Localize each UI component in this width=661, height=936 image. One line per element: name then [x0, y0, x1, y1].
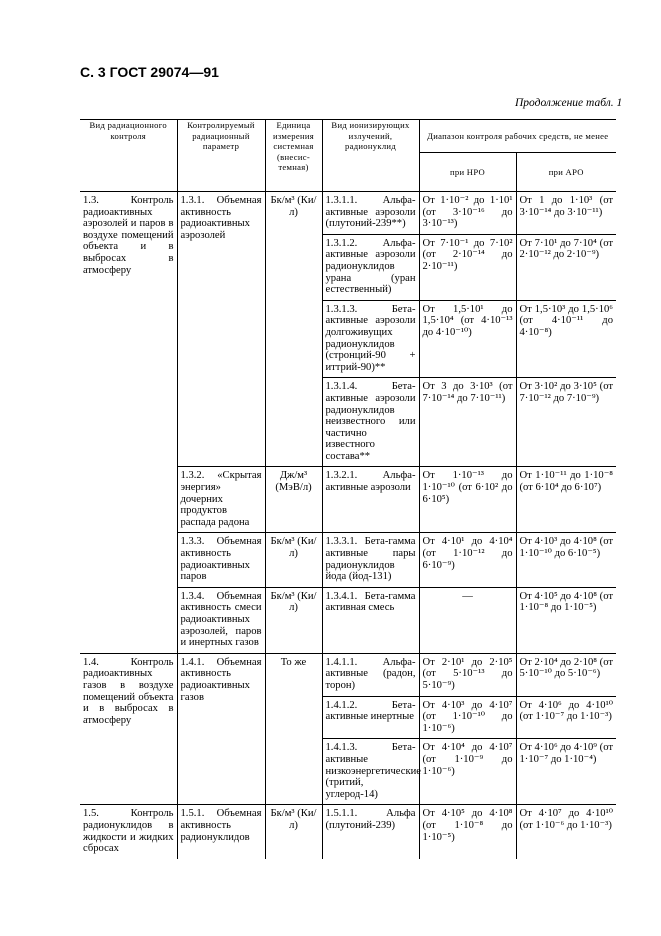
nro-range-cell: От 1,5·10¹ до 1,5·10⁴ (от 4·10⁻¹³ до 4·10⁻¹⁰): [419, 300, 516, 378]
radiation-cell: 1.3.1.1. Альфа-активные аэрозоли (плутоний-239**): [322, 192, 419, 235]
col-header-aro: при АРО: [516, 153, 616, 192]
radiation-cell: 1.3.1.4. Бета-активные аэрозоли радионуклидов неизвестного или частично известного состава**: [322, 378, 419, 467]
parameter-cell: 1.5.1. Объемная активность радионуклидов: [177, 805, 265, 859]
control-type-cell: 1.4. Контроль радиоактивных газов в воздухе помещений объекта и в выбросах в атмосферу: [80, 653, 177, 805]
aro-range-cell: От 4·10⁶ до 4·10¹⁰ (от 1·10⁻⁷ до 1·10⁻³): [516, 696, 616, 739]
radiation-cell: 1.5.1.1. Альфа (плутоний-239): [322, 805, 419, 859]
aro-range-cell: От 4·10⁶ до 4·10⁹ (от 1·10⁻⁷ до 1·10⁻⁴): [516, 739, 616, 805]
radiation-cell: 1.3.2.1. Альфа-активные аэрозоли: [322, 467, 419, 533]
nro-range-cell: От 4·10⁴ до 4·10⁷ (от 1·10⁻⁹ до 1·10⁻⁶): [419, 739, 516, 805]
radiation-cell: 1.3.3.1. Бета-гамма активные пары радионуклидов йода (йод-131): [322, 533, 419, 587]
page-header: С. 3 ГОСТ 29074—91: [80, 64, 219, 80]
parameter-cell: 1.3.4. Объемная активность смеси радиоактивных аэрозолей, паров и инертных газов: [177, 587, 265, 653]
nro-range-cell: От 2·10¹ до 2·10⁵ (от 5·10⁻¹³ до 5·10⁻⁹): [419, 653, 516, 696]
aro-range-cell: От 2·10⁴ до 2·10⁸ (от 5·10⁻¹⁰ до 5·10⁻⁶): [516, 653, 616, 696]
aro-range-cell: От 4·10⁷ до 4·10¹⁰ (от 1·10⁻⁶ до 1·10⁻³): [516, 805, 616, 859]
nro-range-cell: От 1·10⁻¹³ до 1·10⁻¹⁰ (от 6·10² до 6·10⁵): [419, 467, 516, 533]
table-continuation-label: Продолжение табл. 1: [515, 97, 623, 109]
col-header-type: Вид радиационного контроля: [80, 120, 177, 192]
col-header-range: Диапазон контроля рабочих средств, не менее: [419, 120, 616, 153]
nro-range-cell: От 3 до 3·10³ (от 7·10⁻¹⁴ до 7·10⁻¹¹): [419, 378, 516, 467]
radiation-cell: 1.3.1.2. Альфа-активные аэрозоли радионуклидов урана (уран естественный): [322, 234, 419, 300]
radiation-cell: 1.3.4.1. Бета-гамма активная смесь: [322, 587, 419, 653]
parameter-cell: 1.3.3. Объемная активность радиоактивных паров: [177, 533, 265, 587]
control-type-cell: 1.5. Контроль радионуклидов в жидкости и жидких сбросах: [83, 808, 174, 855]
unit-cell: Бк/м³ (Ки/л): [265, 533, 322, 587]
nro-range-cell: —: [419, 587, 516, 653]
parameter-cell: 1.3.1. Объемная активность радиоактивных аэрозолей: [177, 192, 265, 467]
col-header-radiation: Вид ионизирующих излучений, радионуклид: [322, 120, 419, 192]
nro-range-cell: От 4·10³ до 4·10⁷ (от 1·10⁻¹⁰ до 1·10⁻⁶): [419, 696, 516, 739]
aro-range-cell: От 3·10² до 3·10⁵ (от 7·10⁻¹² до 7·10⁻⁹): [516, 378, 616, 467]
radiation-cell: 1.4.1.3. Бета-активные низкоэнергетические (тритий, углерод-14): [322, 739, 419, 805]
aro-range-cell: От 7·10¹ до 7·10⁴ (от 2·10⁻¹² до 2·10⁻⁹): [516, 234, 616, 300]
aro-range-cell: От 4·10⁵ до 4·10⁸ (от 1·10⁻⁸ до 1·10⁻⁵): [516, 587, 616, 653]
col-header-param: Контролируемый радиационный параметр: [177, 120, 265, 192]
parameter-cell: 1.3.2. «Скрытая энергия» дочерних продуктов распада радона: [177, 467, 265, 533]
unit-cell: Бк/м³ (Ки/л): [265, 805, 322, 859]
aro-range-cell: От 1,5·10³ до 1,5·10⁶ (от 4·10⁻¹¹ до 4·10⁻⁸): [516, 300, 616, 378]
unit-cell: Бк/м³ (Ки/л): [265, 587, 322, 653]
nro-range-cell: От 4·10⁵ до 4·10⁸ (от 1·10⁻⁸ до 1·10⁻⁵): [419, 805, 516, 859]
nro-range-cell: От 1·10⁻² до 1·10¹ (от 3·10⁻¹⁶ до 3·10⁻¹³): [419, 192, 516, 235]
col-header-unit: Единица измерения системная (внесис-темная): [265, 120, 322, 192]
radiation-cell: 1.4.1.1. Альфа-активные (радон, торон): [322, 653, 419, 696]
aro-range-cell: От 1 до 1·10³ (от 3·10⁻¹⁴ до 3·10⁻¹¹): [516, 192, 616, 235]
unit-cell: Бк/м³ (Ки/л): [265, 192, 322, 467]
unit-cell: То же: [265, 653, 322, 805]
radiation-control-table: [80, 119, 616, 859]
control-type-cell: 1.3. Контроль радиоактивных аэрозолей и паров в воздухе помещений объекта и в выбросах в атмосферу: [80, 192, 177, 654]
aro-range-cell: От 4·10³ до 4·10⁸ (от 1·10⁻¹⁰ до 6·10⁻⁵): [516, 533, 616, 587]
col-header-nro: при НРО: [419, 153, 516, 192]
radiation-cell: 1.4.1.2. Бета-активные инертные: [322, 696, 419, 739]
radiation-cell: 1.3.1.3. Бета-активные аэрозоли долгоживущих радионуклидов (стронций-90 + иттрий-90)**: [322, 300, 419, 378]
nro-range-cell: От 4·10¹ до 4·10⁴ (от 1·10⁻¹² до 6·10⁻⁹): [419, 533, 516, 587]
nro-range-cell: От 7·10⁻¹ до 7·10² (от 2·10⁻¹⁴ до 2·10⁻¹¹): [419, 234, 516, 300]
aro-range-cell: От 1·10⁻¹¹ до 1·10⁻⁸ (от 6·10⁴ до 6·10⁷): [516, 467, 616, 533]
unit-cell: Дж/м³ (МэВ/л): [265, 467, 322, 533]
parameter-cell: 1.4.1. Объемная активность радиоактивных газов: [177, 653, 265, 805]
